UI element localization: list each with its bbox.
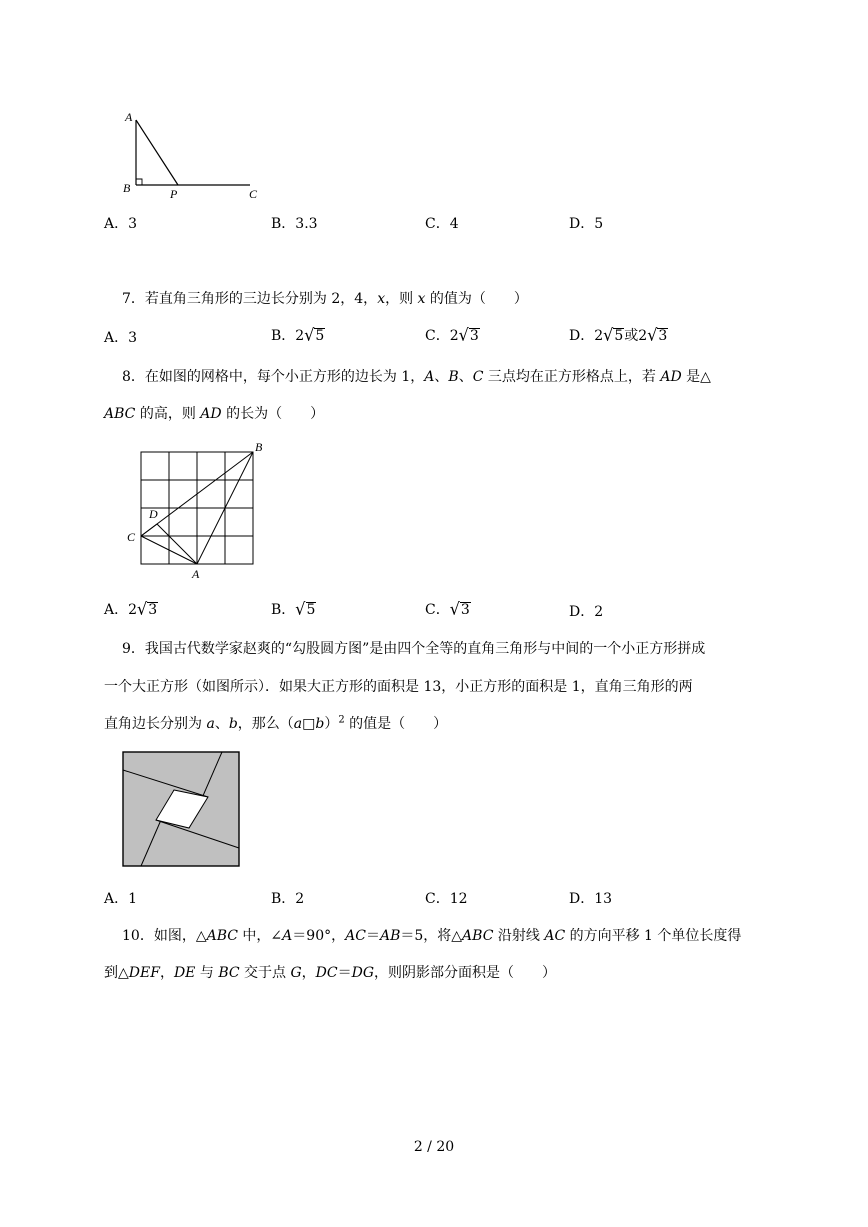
q8-stem-line1: 8．在如图的网格中，每个小正方形的边长为 1，A、B、C 三点均在正方形格点上，若 AD 是△ [122,369,711,385]
sqrt-symbol: √5 [603,324,624,345]
q9-stem-line3: 直角边长分别为 a、b，那么（a□b）$^2$ 的值是（ ） [104,714,448,732]
q10-stem-line2: 到△DEF，DE 与 BC 交于点 G，DC＝DG，则阴影部分面积是（ ） [104,965,557,981]
page-number: 2 / 20 [413,1139,455,1155]
q8-label-d: D [149,507,158,521]
sqrt-symbol: √5 [295,598,316,619]
sqrt-symbol: √3 [137,598,158,619]
q7-option-d[interactable]: D．2√5或2√3 [569,324,668,345]
q8-stem-line2: ABC 的高，则 AD 的长为（ ） [104,406,325,422]
sqrt-symbol: √3 [647,324,668,345]
q6-label-a: A [125,110,133,124]
q8-option-c[interactable]: C．√3 [425,598,470,619]
q9-option-b[interactable]: B．2 [271,891,305,907]
sqrt-symbol: √3 [458,324,479,345]
sqrt-symbol: √3 [449,598,470,619]
q8-option-a[interactable]: A．2√3 [104,598,158,619]
q8-grid-figure [122,440,272,582]
q8-option-b[interactable]: B．√5 [271,598,316,619]
q8-label-a: A [192,567,200,581]
q6-label-b: B [123,181,131,195]
q6-label-c: C [249,187,258,201]
q9-stem-line2: 一个大正方形（如图所示）．如果大正方形的面积是 13，小正方形的面积是 1，直角三角形的两 [104,679,693,695]
q6-option-b[interactable]: B．3.3 [271,216,318,232]
q9-pinwheel-square-figure [121,750,241,868]
q7-stem: 7．若直角三角形的三边长分别为 2，4，x，则 x 的值为（ ） [122,291,528,307]
q7-option-a[interactable]: A．3 [104,330,138,346]
q8-label-b: B [255,440,263,454]
q9-stem-line1: 9．我国古代数学家赵爽的“勾股圆方图”是由四个全等的直角三角形与中间的一个小正方形拼成 [122,641,706,657]
q6-option-d[interactable]: D．5 [569,216,604,232]
q9-option-a[interactable]: A．1 [104,891,138,907]
q7-option-b[interactable]: B．2√5 [271,324,325,345]
q8-option-d[interactable]: D．2 [569,604,604,620]
q6-triangle-figure [118,108,268,203]
q9-option-d[interactable]: D．13 [569,891,613,907]
q9-option-c[interactable]: C．12 [425,891,468,907]
q6-option-c[interactable]: C．4 [425,216,459,232]
q6-option-a[interactable]: A．3 [104,216,138,232]
q6-label-p: P [170,187,178,201]
q10-stem-line1: 10．如图，△ABC 中，∠A＝90°，AC＝AB＝5，将△ABC 沿射线 AC 的方向平移 1 个单位长度得 [122,928,742,944]
q7-option-c[interactable]: C．2√3 [425,324,479,345]
q8-label-c: C [127,530,136,544]
sqrt-symbol: √5 [304,324,325,345]
